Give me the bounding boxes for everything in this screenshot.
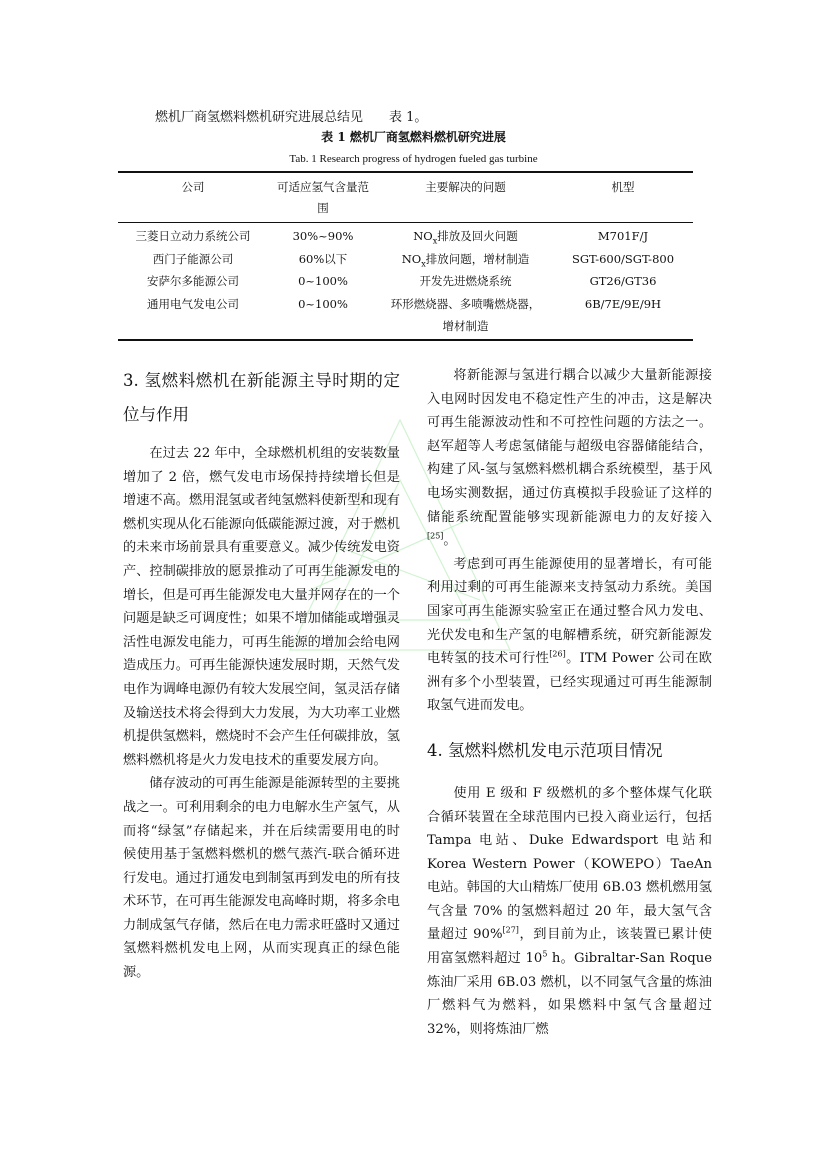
cell-company: 通用电气发电公司	[147, 296, 239, 311]
section-4-heading: 4. 氢燃料燃机发电示范项目情况	[427, 740, 663, 760]
table-row	[118, 225, 693, 248]
right-column	[427, 364, 712, 1041]
table-caption-english: Tab. 1 Research progress of hydrogen fueled gas turbine	[289, 153, 538, 165]
cell-company: 西门子能源公司	[152, 251, 234, 266]
cell-company: 安萨尔多能源公司	[147, 274, 239, 288]
paragraph: 考虑到可再生能源使用的显著增长，有可能利用过剩的可再生能源来支持氢动力系统。美国国家可再生能源实验室正在通过整合风力发电、光伏发电和生产氢的电解槽系统，研究新能源发电转氢的技术可行性[26]。ITM Power 公司在欧洲有多个小型装置，已经实现通过可再生能源制取氢气进而发电。	[427, 556, 712, 714]
cell-company: 三菱日立动力系统公司	[135, 229, 251, 243]
paragraph: 在过去 22 年中，全球燃机机组的安装数量增加了 2 倍，燃气发电市场保持持续增长但是增速不高。燃用混氢或者纯氢燃料使新型和现有燃机实现从化石能源向低碳能源过渡，对于燃机的未来市场前景具有重要意义。减少传统发电资产、控制碳排放的愿景推动了可再生能源发电的增长，但是可再生能源发电大量并网存在的一个问题是缺乏可调度性；如果不增加储能或增强灵活性电源发电能力，可再生能源的增加会给电网造成压力。可再生能源快速发展时期，天然气发电作为调峰电源仍有较大发展空间，氢灵活存储及输送技术将会得到大力发展，为大功率工业燃机提供氢燃料，燃烧时不会产生任何碳排放，氢燃料燃机将是火力发电技术的重要发展方向。	[123, 446, 400, 768]
cell-range: 60%以下	[298, 251, 348, 266]
cell-range: 0~100%	[298, 296, 348, 311]
header-company: 公司	[181, 180, 205, 194]
cell-model: GT26/GT36	[589, 274, 657, 288]
table-caption-chinese: 表 1 燃机厂商氢燃料燃机研究进展	[321, 130, 506, 144]
exponent: 5	[542, 949, 548, 959]
table-header-rule	[118, 222, 693, 223]
citation: [25]	[427, 531, 444, 541]
paragraph: 使用 E 级和 F 级燃机的多个整体煤气化联合循环装置在全球范围内已投入商业运行，包括 Tampa 电站、Duke Edwardsport 电站和 Korea Western Power（KOWEPO）TaeAn 电站。韩国的大山精炼厂使用 6B.03 燃机燃用氢气含量 70% 的氢燃料超过 20 年，最大氢气含量超过 90%[27]，到目前为止，该装置已累计使用富氢燃料超过 $10^5$ h。Gibraltar-San Roque 炼油厂采用 6B.03 燃机，以不同氢气含量的炼油厂燃料气为燃料，如果燃料中氢气含量超过 32%，则将炼油厂燃	[427, 785, 712, 1037]
citation: [26]	[549, 649, 566, 659]
paragraph: 将新能源与氢进行耦合以减少大量新能源接入电网时因发电不稳定性产生的冲击，这是解决可再生能源波动性和不可控性问题的方法之一。赵军超等人考虑氢储能与超级电容器储能结合，构建了风-氢与氢燃料燃机耦合系统模型，基于风电场实测数据，通过仿真模拟手段验证了这样的储能系统配置能够实现新能源电力的友好接入[25]。	[427, 368, 712, 549]
cell-problem: $NO_x$排放问题，增材制造	[401, 251, 530, 268]
header-main-problem: 主要解决的问题	[425, 180, 506, 194]
table-reference-sentence: 燃机厂商氢燃料燃机研究进展总结见 表 1。	[155, 110, 428, 125]
header-model: 机型	[611, 180, 635, 194]
table-header	[118, 177, 693, 219]
cell-model: 6B/7E/9E/9H	[584, 296, 662, 311]
header-hydrogen-range: 可适应氢气含量范围	[277, 180, 369, 215]
cell-problem: 环形燃烧器、多喷嘴燃烧器，增材制造	[390, 296, 541, 333]
table-row	[118, 293, 693, 338]
table-body	[118, 225, 693, 338]
cell-range: 0~100%	[298, 274, 348, 288]
paragraph: 储存波动的可再生能源是能源转型的主要挑战之一。可利用剩余的电力电解水生产氢气，从而将“绿氢”存储起来，并在后续需要用电的时候使用基于氢燃料燃机的燃气蒸汽-联合循环进行发电。通过打通发电到制氢再到发电的所有技术环节，在可再生能源发电高峰时期，将多余电力制成氢气存储，然后在电力需求旺盛时又通过氢燃料燃机发电上网，从而实现真正的绿色能源。	[123, 776, 400, 981]
cell-problem: $NO_x$排放及回火问题	[413, 229, 518, 246]
cell-problem: 开发先进燃烧系统	[419, 274, 512, 288]
cell-range: 30%~90%	[292, 229, 354, 243]
table-row	[118, 248, 693, 271]
cell-model: SGT-600/SGT-800	[571, 251, 675, 266]
cell-model: M701F/J	[597, 229, 649, 243]
table-row	[118, 270, 693, 293]
table-top-rule	[118, 171, 693, 173]
citation: [27]	[502, 926, 519, 936]
left-column	[123, 364, 400, 985]
section-3-heading: 3. 氢燃料燃机在新能源主导时期的定位与作用	[123, 371, 400, 424]
table-bottom-rule	[118, 339, 693, 341]
